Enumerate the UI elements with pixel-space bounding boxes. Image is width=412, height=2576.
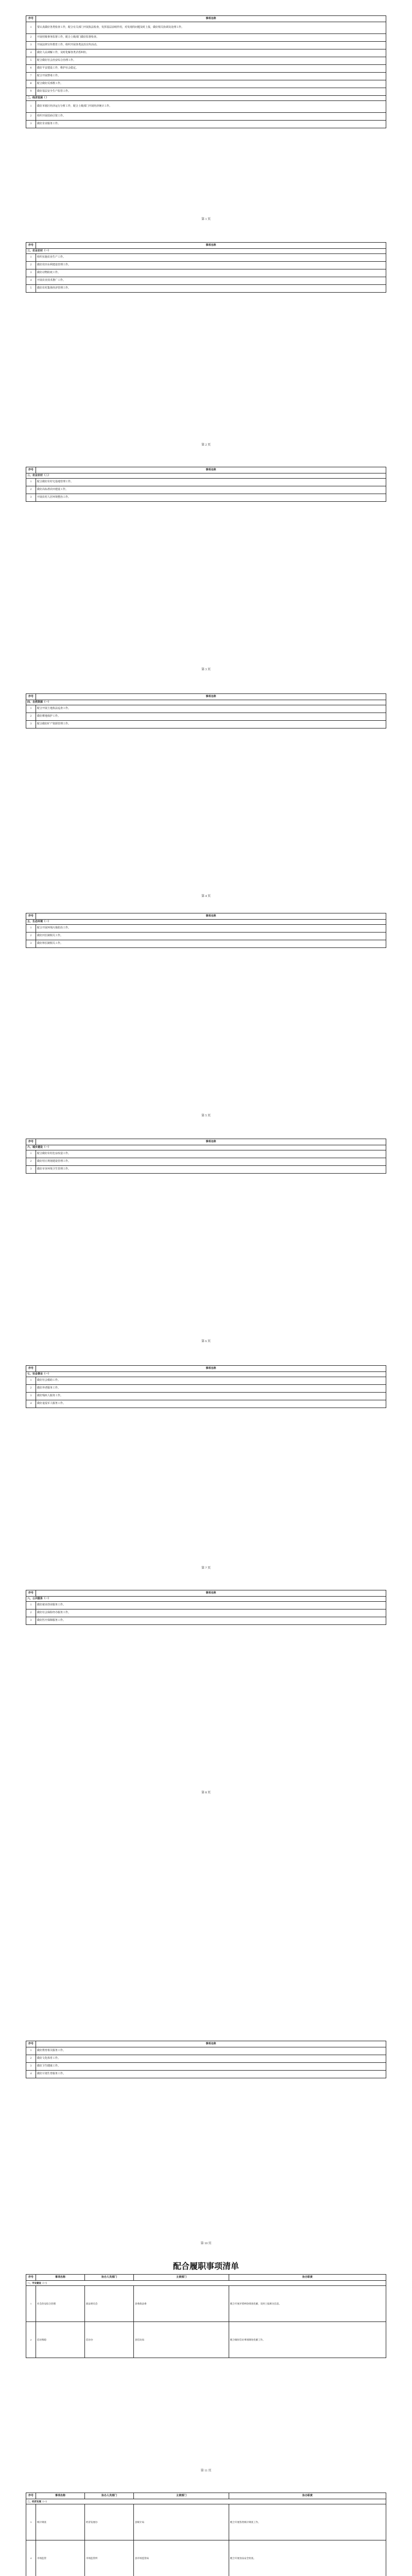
table-row: 9 做好基层安全生产监管工作。	[26, 88, 386, 96]
duty-table: 序号 事项名称 三、农业农村（一） 1 组织实施农业生产工作。 2 做好农田水利建设管理工作。 3 做好动物防疫工作。 4 开展农业技术推广工作。 5 做好农村集体经济管理工作。	[26, 242, 386, 293]
table-row: 5 做好农村集体经济管理工作。	[26, 285, 386, 293]
table-row: 3 做好动物防疫工作。	[26, 269, 386, 277]
table-row: 3 做好卫生健康工作。	[26, 2063, 386, 2071]
section-row: 五、生态环境（一）	[26, 920, 386, 925]
page-number: 第 6 页	[201, 1340, 211, 1343]
duty-table: 序号 事项名称 四、自然资源（一） 1 配合开展土地执法巡查工作。 2 做好耕地保护工作。 3 配合做好矿产资源管理工作。	[26, 693, 386, 728]
section-row: 二、经济发展（一）	[26, 2499, 386, 2504]
section-row: 七、社会事业（一）	[26, 1372, 386, 1377]
page-number: 第 1 页	[201, 218, 211, 221]
page-number: 第 11 页	[200, 2469, 212, 2472]
section-row: 一、平安建设（一）	[26, 2281, 386, 2286]
page-number: 第 3 页	[201, 668, 211, 671]
col-no: 序号	[26, 16, 36, 22]
duty-table: 序号 事项名称 三、农业农村（二） 1 配合做好农村宅基地管理工作。 2 做好高标准农田建设工作。 3 开展农村人居环境整治工作。	[26, 467, 386, 502]
page-number: 第 2 页	[201, 444, 211, 447]
section-row: 八、公共服务（一）	[26, 1597, 386, 1602]
table-row: 3 做好残疾人服务工作。	[26, 1393, 386, 1400]
section-row: 四、自然资源（一）	[26, 700, 386, 705]
table-row: 4 做好退役军人服务工作。	[26, 1400, 386, 1408]
table-row: 2 组织开展招商引资工作。	[26, 113, 386, 121]
page-number: 第 5 页	[201, 1114, 211, 1117]
table-row: 1 配合开展土地执法巡查工作。	[26, 705, 386, 713]
table-row: 3 配合做好矿产资源管理工作。	[26, 721, 386, 728]
table-row: 3 开展法律宣传教育工作，组织开展各类法治宣传活动。	[26, 42, 386, 49]
table-row: 3 做好林长制相关工作。	[26, 940, 386, 948]
coop-table: 序号 事项名称 协办人员部门 主责部门 协办职责 二、经济发展（一） 3 统计调查 经济发展办 县统计局 配合开展各类统计调查工作。 4 市场监管 市场监管所 县市场监管局 配合开展食品安全检查。	[26, 2493, 386, 2576]
section-row: 六、城乡建设（一）	[26, 1145, 386, 1150]
table-row: 3 做好企业服务工作。	[26, 121, 386, 128]
duty-table: 序号 事项名称 六、城乡建设（一） 1 配合做好农村危房改造工作。 2 做好村庄规划建设管理工作。 3 做好市容环境卫生管理工作。	[26, 1139, 386, 1174]
section-row: 三、农业农村（一）	[26, 249, 386, 254]
table-row: 2 做好农田水利建设管理工作。	[26, 262, 386, 269]
page-number: 第 8 页	[201, 1791, 211, 1794]
table-row: 4 做好计划生育服务工作。	[26, 2071, 386, 2078]
table-row: 1 做好就业创业服务工作。	[26, 1602, 386, 1609]
table-row: 2 做好养老服务工作。	[26, 1385, 386, 1393]
table-row: 2 做好社会保险经办服务工作。	[26, 1609, 386, 1617]
table-row: 1 组织实施农业生产工作。	[26, 254, 386, 262]
table-row: 2 做好文化体育工作。	[26, 2055, 386, 2063]
table-row: 1 做好本辖区经济运行分析工作，配合上级部门开展经济统计工作。	[26, 101, 386, 113]
page-number: 第 7 页	[201, 1567, 211, 1570]
table-row: 5 配合做好社会治安综合治理工作。	[26, 57, 386, 65]
table-row: 3 开展农村人居环境整治工作。	[26, 494, 386, 502]
section-row: 二、经济发展（ ）	[26, 96, 386, 101]
table-row: 4 开展农业技术推广工作。	[26, 277, 386, 285]
coop-table: 序号 事项名称 协办人员部门 主责部门 协办职责 一、平安建设（一） 1 社会治安综合治理 政法委员会 县委政法委 配合开展矛盾纠纷排查化解，及时上报相关信息。 2 信访维稳 信访办 县信访局 配合做好信访事项调处化解工作。	[26, 2274, 386, 2358]
table-row: 3 做好医疗保障服务工作。	[26, 1617, 386, 1625]
duty-table: 序号 事项名称 七、社会事业（一） 1 做好社会救助工作。 2 做好养老服务工作。 3 做好残疾人服务工作。 4 做好退役军人服务工作。	[26, 1365, 386, 1408]
table-row: 3 做好市容环境卫生管理工作。	[26, 1166, 386, 1174]
table-row: 8 配合做好反邪教工作。	[26, 80, 386, 88]
table-row: 1 做好教育相关服务工作。	[26, 2047, 386, 2055]
table-row: 1 配合开展环境污染防治工作。	[26, 925, 386, 933]
table-row: 2 做好高标准农田建设工作。	[26, 486, 386, 494]
duty-table: 序号 事项名称 1 做好教育相关服务工作。 2 做好文化体育工作。 3 做好卫生健康工作。 4 做好计划生育服务工作。	[26, 2041, 386, 2078]
duty-table: 序号 事项名称 八、公共服务（一） 1 做好就业创业服务工作。 2 做好社会保险经办服务工作。 3 做好医疗保障服务工作。	[26, 1590, 386, 1625]
table-row: 1 社会治安综合治理 政法委员会 县委政法委 配合开展矛盾纠纷排查化解，及时上报相关信息。	[26, 2286, 386, 2322]
table-row: 4 市场监管 市场监管所 县市场监管局 配合开展食品安全检查。	[26, 2540, 386, 2576]
duty-table: 序号 事项名称 五、生态环境（一） 1 配合开展环境污染防治工作。 2 做好河长制相关工作。 3 做好林长制相关工作。	[26, 913, 386, 948]
table-row: 2 做好河长制相关工作。	[26, 933, 386, 940]
page-number: 第 10 页	[200, 2242, 212, 2245]
table-row: 2 做好村庄规划建设管理工作。	[26, 1158, 386, 1166]
table-row: 6 做好平安建设工作，维护社会稳定。	[26, 65, 386, 73]
page-number: 第 4 页	[201, 895, 211, 898]
table-row: 3 统计调查 经济发展办 县统计局 配合开展各类统计调查工作。	[26, 2504, 386, 2540]
table-row: 1 要认真做好各类检查工作，配合有关部门开展执法检查，发挥基层前哨作用，对发现的问题及时上报，做好相关协调及处理工作。	[26, 22, 386, 34]
table-row: 1 配合做好农村危房改造工作。	[26, 1150, 386, 1158]
duty-table	[26, 15, 386, 128]
col-item: 事项名称	[36, 16, 386, 22]
table-row: 1 配合做好农村宅基地管理工作。	[26, 479, 386, 486]
section-row: 三、农业农村（二）	[26, 473, 386, 479]
table-row: 7 配合开展禁毒工作。	[26, 73, 386, 80]
page-title: 配合履职事项清单	[173, 2262, 239, 2271]
table-row: 1 做好社会救助工作。	[26, 1377, 386, 1385]
table-row: 4 做好人民调解工作，及时化解各类矛盾纠纷。	[26, 49, 386, 57]
table-row: 2 开展村级事务监督工作，配合上级部门做好监督检查。	[26, 34, 386, 42]
table-row: 2 信访维稳 信访办 县信访局 配合做好信访事项调处化解工作。	[26, 2322, 386, 2358]
table-row: 2 做好耕地保护工作。	[26, 713, 386, 721]
